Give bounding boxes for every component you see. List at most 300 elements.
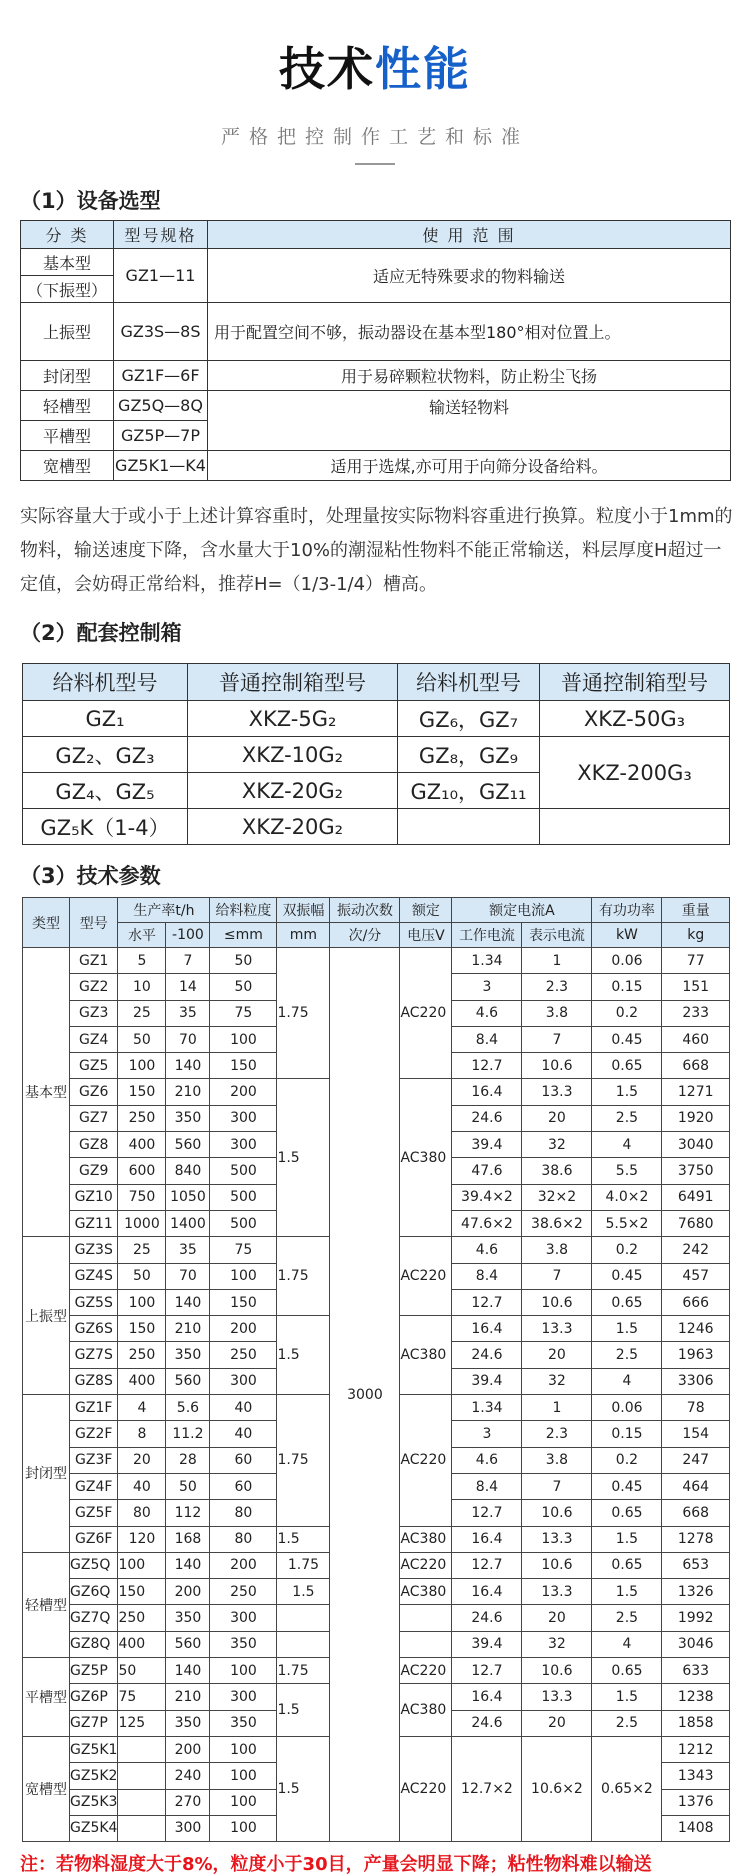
control-box-cell: XKZ-50G₃ [540, 701, 730, 737]
pow-cell: 2.5 [592, 1342, 662, 1368]
type-cell: 宽槽型 [23, 1736, 70, 1841]
ind-cell: 2.3 [522, 974, 592, 1000]
level-cell: 75 [118, 1684, 166, 1710]
category-cell: 基本型 [21, 249, 114, 276]
usage-cell: 输送轻物料 [208, 391, 731, 451]
header-indicated-current: 表示电流 [522, 923, 592, 948]
pow-cell: 0.15 [592, 1421, 662, 1447]
amp-cell: 1.5 [277, 1736, 330, 1841]
down-cell: 560 [166, 1132, 210, 1158]
model-cell: GZ8Q [70, 1631, 118, 1657]
model-cell: GZ6S [70, 1316, 118, 1342]
wt-cell: 151 [662, 974, 730, 1000]
pow-cell: 0.2 [592, 1447, 662, 1473]
gran-cell: 50 [210, 948, 277, 974]
pow-cell: 4 [592, 1368, 662, 1394]
work-cell: 12.7×2 [452, 1736, 522, 1841]
ind-cell: 20 [522, 1710, 592, 1736]
level-cell: 25 [118, 1237, 166, 1263]
wt-cell: 653 [662, 1552, 730, 1578]
wt-cell: 233 [662, 1000, 730, 1026]
model-cell: GZ8 [70, 1132, 118, 1158]
level-cell: 40 [118, 1473, 166, 1499]
down-cell: 28 [166, 1447, 210, 1473]
wt-cell: 1920 [662, 1105, 730, 1131]
wt-cell: 7680 [662, 1210, 730, 1236]
pow-cell: 1.5 [592, 1579, 662, 1605]
model-cell: GZ6F [70, 1526, 118, 1552]
ind-cell: 3.8 [522, 1000, 592, 1026]
capacity-paragraph: 实际容量大于或小于上述计算容重时，处理量按实际物料容重进行换算。粒度小于1mm的物料，输送速度下降，含水量大于10%的潮湿粘性物料不能正常输送，料层厚度H超过一定值，会妨碍正常给料，推荐H=（1/3-1/4）槽高。 [20, 506, 733, 595]
gran-cell: 300 [210, 1105, 277, 1131]
pow-cell: 4.0×2 [592, 1184, 662, 1210]
wt-cell: 668 [662, 1500, 730, 1526]
ind-cell: 10.6 [522, 1552, 592, 1578]
gran-cell: 300 [210, 1132, 277, 1158]
pow-cell: 2.5 [592, 1605, 662, 1631]
feeder-model-cell: GZ₁₀，GZ₁₁ [398, 773, 540, 809]
down-cell: 210 [166, 1316, 210, 1342]
header-voltage-unit: 电压V [400, 923, 452, 948]
control-box-cell: XKZ-10G₂ [188, 737, 398, 773]
model-cell: GZ7P [70, 1710, 118, 1736]
type-cell: 轻槽型 [23, 1552, 70, 1657]
work-cell: 12.7 [452, 1289, 522, 1315]
volt-cell: AC380 [400, 1079, 452, 1237]
usage-cell: 适应无特殊要求的物料输送 [208, 249, 731, 303]
down-cell: 270 [166, 1789, 210, 1815]
gran-cell: 500 [210, 1158, 277, 1184]
category-cell: 上振型 [21, 303, 114, 361]
gran-cell: 100 [210, 1815, 277, 1841]
level-cell: 250 [118, 1605, 166, 1631]
level-cell: 100 [118, 1552, 166, 1578]
feeder-model-cell: GZ₅K（1-4） [23, 809, 188, 845]
header-power: 有功功率 [592, 898, 662, 923]
wt-cell: 1278 [662, 1526, 730, 1552]
down-cell: 140 [166, 1289, 210, 1315]
model-cell: GZ5S [70, 1289, 118, 1315]
work-cell: 12.7 [452, 1552, 522, 1578]
down-cell: 35 [166, 1000, 210, 1026]
down-cell: 140 [166, 1552, 210, 1578]
header-down: -100 [166, 923, 210, 948]
level-cell: 50 [118, 1026, 166, 1052]
header-control-box: 普通控制箱型号 [188, 664, 398, 701]
ind-cell: 1 [522, 1395, 592, 1421]
ind-cell: 38.6 [522, 1158, 592, 1184]
ind-cell: 32 [522, 1132, 592, 1158]
down-cell: 7 [166, 948, 210, 974]
down-cell: 5.6 [166, 1395, 210, 1421]
model-cell: GZ9 [70, 1158, 118, 1184]
level-cell: 80 [118, 1500, 166, 1526]
title-part-b: 性能 [375, 42, 471, 96]
level-cell: 150 [118, 1316, 166, 1342]
model-cell: GZ11 [70, 1210, 118, 1236]
volt-cell: AC380 [400, 1579, 452, 1605]
down-cell: 350 [166, 1710, 210, 1736]
down-cell: 35 [166, 1237, 210, 1263]
header-amp-unit: mm [277, 923, 330, 948]
level-cell: 150 [118, 1579, 166, 1605]
gran-cell: 75 [210, 1237, 277, 1263]
level-cell: 120 [118, 1526, 166, 1552]
pow-cell: 0.45 [592, 1263, 662, 1289]
amp-cell: 1.75 [277, 1552, 330, 1578]
wt-cell: 242 [662, 1237, 730, 1263]
gran-cell: 40 [210, 1421, 277, 1447]
model-cell: GZ6P [70, 1684, 118, 1710]
feeder-model-cell: GZ₁ [23, 701, 188, 737]
ind-cell: 7 [522, 1473, 592, 1499]
model-cell: GZ6 [70, 1079, 118, 1105]
work-cell: 39.4 [452, 1631, 522, 1657]
wt-cell: 1408 [662, 1815, 730, 1841]
category-cell: 宽槽型 [21, 451, 114, 481]
wt-cell: 78 [662, 1395, 730, 1421]
work-cell: 39.4 [452, 1132, 522, 1158]
ind-cell: 2.3 [522, 1421, 592, 1447]
usage-cell: 用于易碎颗粒状物料，防止粉尘飞扬 [208, 361, 731, 391]
pow-cell: 0.65 [592, 1500, 662, 1526]
header-gran-unit: ≤mm [210, 923, 277, 948]
control-box-cell: XKZ-5G₂ [188, 701, 398, 737]
wt-cell: 1992 [662, 1605, 730, 1631]
pow-cell: 0.45 [592, 1026, 662, 1052]
header-amplitude: 双振幅 [277, 898, 330, 923]
gran-cell: 200 [210, 1079, 277, 1105]
level-cell [118, 1763, 166, 1789]
gran-cell: 200 [210, 1552, 277, 1578]
pow-cell: 0.06 [592, 1395, 662, 1421]
model-cell: GZ1 [70, 948, 118, 974]
header-kw: kW [592, 923, 662, 948]
amp-cell: 1.75 [277, 948, 330, 1079]
ind-cell: 20 [522, 1105, 592, 1131]
selection-table [20, 220, 731, 481]
control-box-cell [540, 809, 730, 845]
down-cell: 112 [166, 1500, 210, 1526]
pow-cell: 0.65 [592, 1552, 662, 1578]
gran-cell: 300 [210, 1684, 277, 1710]
ind-cell: 20 [522, 1605, 592, 1631]
pow-cell: 0.06 [592, 948, 662, 974]
feeder-model-cell: GZ₈，GZ₉ [398, 737, 540, 773]
work-cell: 1.34 [452, 1395, 522, 1421]
pow-cell: 1.5 [592, 1079, 662, 1105]
gran-cell: 100 [210, 1026, 277, 1052]
wt-cell: 1858 [662, 1710, 730, 1736]
category-sub-cell: （下振型） [21, 276, 114, 303]
header-current: 额定电流A [452, 898, 592, 923]
level-cell: 1000 [118, 1210, 166, 1236]
header-type: 类型 [23, 898, 70, 948]
level-cell: 25 [118, 1000, 166, 1026]
header-model: 型号规格 [114, 221, 208, 249]
header-granularity: 给料粒度 [210, 898, 277, 923]
amp-cell: 1.5 [277, 1684, 330, 1737]
volt-cell: AC380 [400, 1526, 452, 1552]
model-cell: GZ3S [70, 1237, 118, 1263]
down-cell: 11.2 [166, 1421, 210, 1447]
header-feeder-model: 给料机型号 [23, 664, 188, 701]
gran-cell: 60 [210, 1473, 277, 1499]
pow-cell: 1.5 [592, 1526, 662, 1552]
volt-cell: AC380 [400, 1316, 452, 1395]
section-heading-control: （2）配套控制箱 [20, 621, 182, 645]
model-cell: GZ8S [70, 1368, 118, 1394]
control-box-cell: XKZ-20G₂ [188, 809, 398, 845]
pow-cell: 0.65 [592, 1289, 662, 1315]
down-cell: 1400 [166, 1210, 210, 1236]
model-cell: GZ5K1—K4 [114, 451, 208, 481]
model-cell: GZ3F [70, 1447, 118, 1473]
model-cell: GZ1F [70, 1395, 118, 1421]
down-cell: 210 [166, 1684, 210, 1710]
category-cell: 轻槽型 [21, 391, 114, 421]
pow-cell: 2.5 [592, 1105, 662, 1131]
model-cell: GZ5Q—8Q [114, 391, 208, 421]
model-cell: GZ5K4 [70, 1815, 118, 1841]
pow-cell: 1.5 [592, 1316, 662, 1342]
gran-cell: 350 [210, 1710, 277, 1736]
ind-cell: 13.3 [522, 1526, 592, 1552]
level-cell: 125 [118, 1710, 166, 1736]
work-cell: 24.6 [452, 1105, 522, 1131]
param-row [23, 948, 730, 974]
ind-cell: 32 [522, 1631, 592, 1657]
level-cell: 10 [118, 974, 166, 1000]
work-cell: 24.6 [452, 1342, 522, 1368]
header-working-current: 工作电流 [452, 923, 522, 948]
wt-cell: 1326 [662, 1579, 730, 1605]
wt-cell: 460 [662, 1026, 730, 1052]
header-vibration: 振动次数 [330, 898, 400, 923]
pow-cell: 5.5×2 [592, 1210, 662, 1236]
wt-cell: 3046 [662, 1631, 730, 1657]
header-model: 型号 [70, 898, 118, 948]
level-cell: 600 [118, 1158, 166, 1184]
work-cell: 12.7 [452, 1658, 522, 1684]
work-cell: 16.4 [452, 1579, 522, 1605]
ind-cell: 1 [522, 948, 592, 974]
wt-cell: 1271 [662, 1079, 730, 1105]
control-box-cell: XKZ-20G₂ [188, 773, 398, 809]
type-cell: 平槽型 [23, 1658, 70, 1737]
volt-cell: AC380 [400, 1684, 452, 1737]
level-cell: 100 [118, 1053, 166, 1079]
model-cell: GZ3 [70, 1000, 118, 1026]
model-cell: GZ1F—6F [114, 361, 208, 391]
gran-cell: 500 [210, 1210, 277, 1236]
work-cell: 8.4 [452, 1473, 522, 1499]
wt-cell: 464 [662, 1473, 730, 1499]
type-cell: 基本型 [23, 948, 70, 1237]
model-cell: GZ7Q [70, 1605, 118, 1631]
work-cell: 16.4 [452, 1079, 522, 1105]
amp-cell: 1.75 [277, 1658, 330, 1684]
down-cell: 70 [166, 1026, 210, 1052]
model-cell: GZ5K3 [70, 1789, 118, 1815]
down-cell: 240 [166, 1763, 210, 1789]
model-cell: GZ5K1 [70, 1736, 118, 1762]
down-cell: 200 [166, 1579, 210, 1605]
model-cell: GZ4S [70, 1263, 118, 1289]
model-cell: GZ5P [70, 1658, 118, 1684]
wt-cell: 1343 [662, 1763, 730, 1789]
model-cell: GZ5 [70, 1053, 118, 1079]
wt-cell: 666 [662, 1289, 730, 1315]
wt-cell: 1212 [662, 1736, 730, 1762]
volt-cell: AC220 [400, 1552, 452, 1578]
gran-cell: 100 [210, 1263, 277, 1289]
pow-cell: 5.5 [592, 1158, 662, 1184]
down-cell: 168 [166, 1526, 210, 1552]
level-cell: 250 [118, 1105, 166, 1131]
model-cell: GZ2 [70, 974, 118, 1000]
down-cell: 210 [166, 1079, 210, 1105]
gran-cell: 300 [210, 1605, 277, 1631]
volt-cell: AC220 [400, 1395, 452, 1526]
category-cell: 封闭型 [21, 361, 114, 391]
ind-cell: 10.6 [522, 1053, 592, 1079]
gran-cell: 350 [210, 1631, 277, 1657]
model-cell: GZ5F [70, 1500, 118, 1526]
gran-cell: 40 [210, 1395, 277, 1421]
vibration-cell: 3000 [330, 948, 400, 1842]
volt-cell [400, 1631, 452, 1657]
level-cell: 50 [118, 1263, 166, 1289]
gran-cell: 500 [210, 1184, 277, 1210]
amp-cell [277, 1631, 330, 1657]
usage-cell: 适用于选煤,亦可用于向筛分设备给料。 [208, 451, 731, 481]
type-cell: 封闭型 [23, 1395, 70, 1553]
level-cell: 100 [118, 1289, 166, 1315]
level-cell: 20 [118, 1447, 166, 1473]
model-cell: GZ1—11 [114, 249, 208, 303]
work-cell: 3 [452, 1421, 522, 1447]
gran-cell: 100 [210, 1789, 277, 1815]
ind-cell: 38.6×2 [522, 1210, 592, 1236]
work-cell: 39.4 [452, 1368, 522, 1394]
ind-cell: 20 [522, 1342, 592, 1368]
feeder-model-cell [398, 809, 540, 845]
wt-cell: 3306 [662, 1368, 730, 1394]
down-cell: 1050 [166, 1184, 210, 1210]
pow-cell: 0.45 [592, 1473, 662, 1499]
down-cell: 350 [166, 1342, 210, 1368]
ind-cell: 32×2 [522, 1184, 592, 1210]
model-cell: GZ7S [70, 1342, 118, 1368]
wt-cell: 6491 [662, 1184, 730, 1210]
work-cell: 4.6 [452, 1237, 522, 1263]
type-cell: 上振型 [23, 1237, 70, 1395]
amp-cell [277, 1605, 330, 1631]
volt-cell: AC220 [400, 948, 452, 1079]
pow-cell: 0.2 [592, 1000, 662, 1026]
work-cell: 8.4 [452, 1026, 522, 1052]
wt-cell: 668 [662, 1053, 730, 1079]
model-cell: GZ4 [70, 1026, 118, 1052]
gran-cell: 300 [210, 1368, 277, 1394]
down-cell: 560 [166, 1368, 210, 1394]
gran-cell: 100 [210, 1658, 277, 1684]
gran-cell: 75 [210, 1000, 277, 1026]
gran-cell: 200 [210, 1316, 277, 1342]
page-subtitle: 严格把控制作工艺和标准 [220, 126, 529, 148]
control-box-table [22, 663, 730, 845]
pow-cell: 1.5 [592, 1684, 662, 1710]
header-control-box-2: 普通控制箱型号 [540, 664, 730, 701]
amp-cell: 1.5 [277, 1079, 330, 1237]
gran-cell: 60 [210, 1447, 277, 1473]
ind-cell: 13.3 [522, 1579, 592, 1605]
work-cell: 12.7 [452, 1500, 522, 1526]
usage-cell: 用于配置空间不够，振动器设在基本型180°相对位置上。 [208, 303, 731, 361]
model-cell: GZ5K2 [70, 1763, 118, 1789]
work-cell: 8.4 [452, 1263, 522, 1289]
work-cell: 47.6×2 [452, 1210, 522, 1236]
down-cell: 200 [166, 1736, 210, 1762]
gran-cell: 80 [210, 1526, 277, 1552]
pow-cell: 0.2 [592, 1237, 662, 1263]
work-cell: 16.4 [452, 1684, 522, 1710]
level-cell [118, 1736, 166, 1762]
wt-cell: 77 [662, 948, 730, 974]
wt-cell: 1246 [662, 1316, 730, 1342]
pow-cell: 0.65 [592, 1658, 662, 1684]
gran-cell: 50 [210, 974, 277, 1000]
level-cell: 4 [118, 1395, 166, 1421]
level-cell [118, 1789, 166, 1815]
down-cell: 560 [166, 1631, 210, 1657]
header-usage: 使 用 范 围 [208, 221, 731, 249]
model-cell: GZ10 [70, 1184, 118, 1210]
section-heading-params: （3）技术参数 [20, 864, 161, 888]
level-cell: 400 [118, 1132, 166, 1158]
title-divider [355, 163, 395, 165]
header-level: 水平 [118, 923, 166, 948]
level-cell: 400 [118, 1631, 166, 1657]
level-cell [118, 1815, 166, 1841]
section-heading-selection: （1）设备选型 [20, 189, 161, 213]
pow-cell: 0.15 [592, 974, 662, 1000]
down-cell: 140 [166, 1658, 210, 1684]
model-cell: GZ4F [70, 1473, 118, 1499]
control-box-cell: XKZ-200G₃ [540, 737, 730, 809]
header-capacity: 生产率t/h [118, 898, 210, 923]
feeder-model-cell: GZ₄、GZ₅ [23, 773, 188, 809]
model-cell: GZ7 [70, 1105, 118, 1131]
header-voltage: 额定 [400, 898, 452, 923]
work-cell: 16.4 [452, 1316, 522, 1342]
volt-cell: AC220 [400, 1736, 452, 1841]
down-cell: 70 [166, 1263, 210, 1289]
wt-cell: 247 [662, 1447, 730, 1473]
page-title [0, 0, 750, 96]
work-cell: 47.6 [452, 1158, 522, 1184]
level-cell: 150 [118, 1079, 166, 1105]
amp-cell: 1.5 [277, 1526, 330, 1552]
work-cell: 16.4 [452, 1526, 522, 1552]
ind-cell: 13.3 [522, 1316, 592, 1342]
gran-cell: 150 [210, 1289, 277, 1315]
ind-cell: 3.8 [522, 1237, 592, 1263]
footer-note: 注：若物料湿度大于8%，粒度小于30目，产量会明显下降；粘性物料难以输送 [20, 1854, 652, 1875]
title-part-a: 技术 [279, 42, 375, 96]
level-cell: 50 [118, 1658, 166, 1684]
